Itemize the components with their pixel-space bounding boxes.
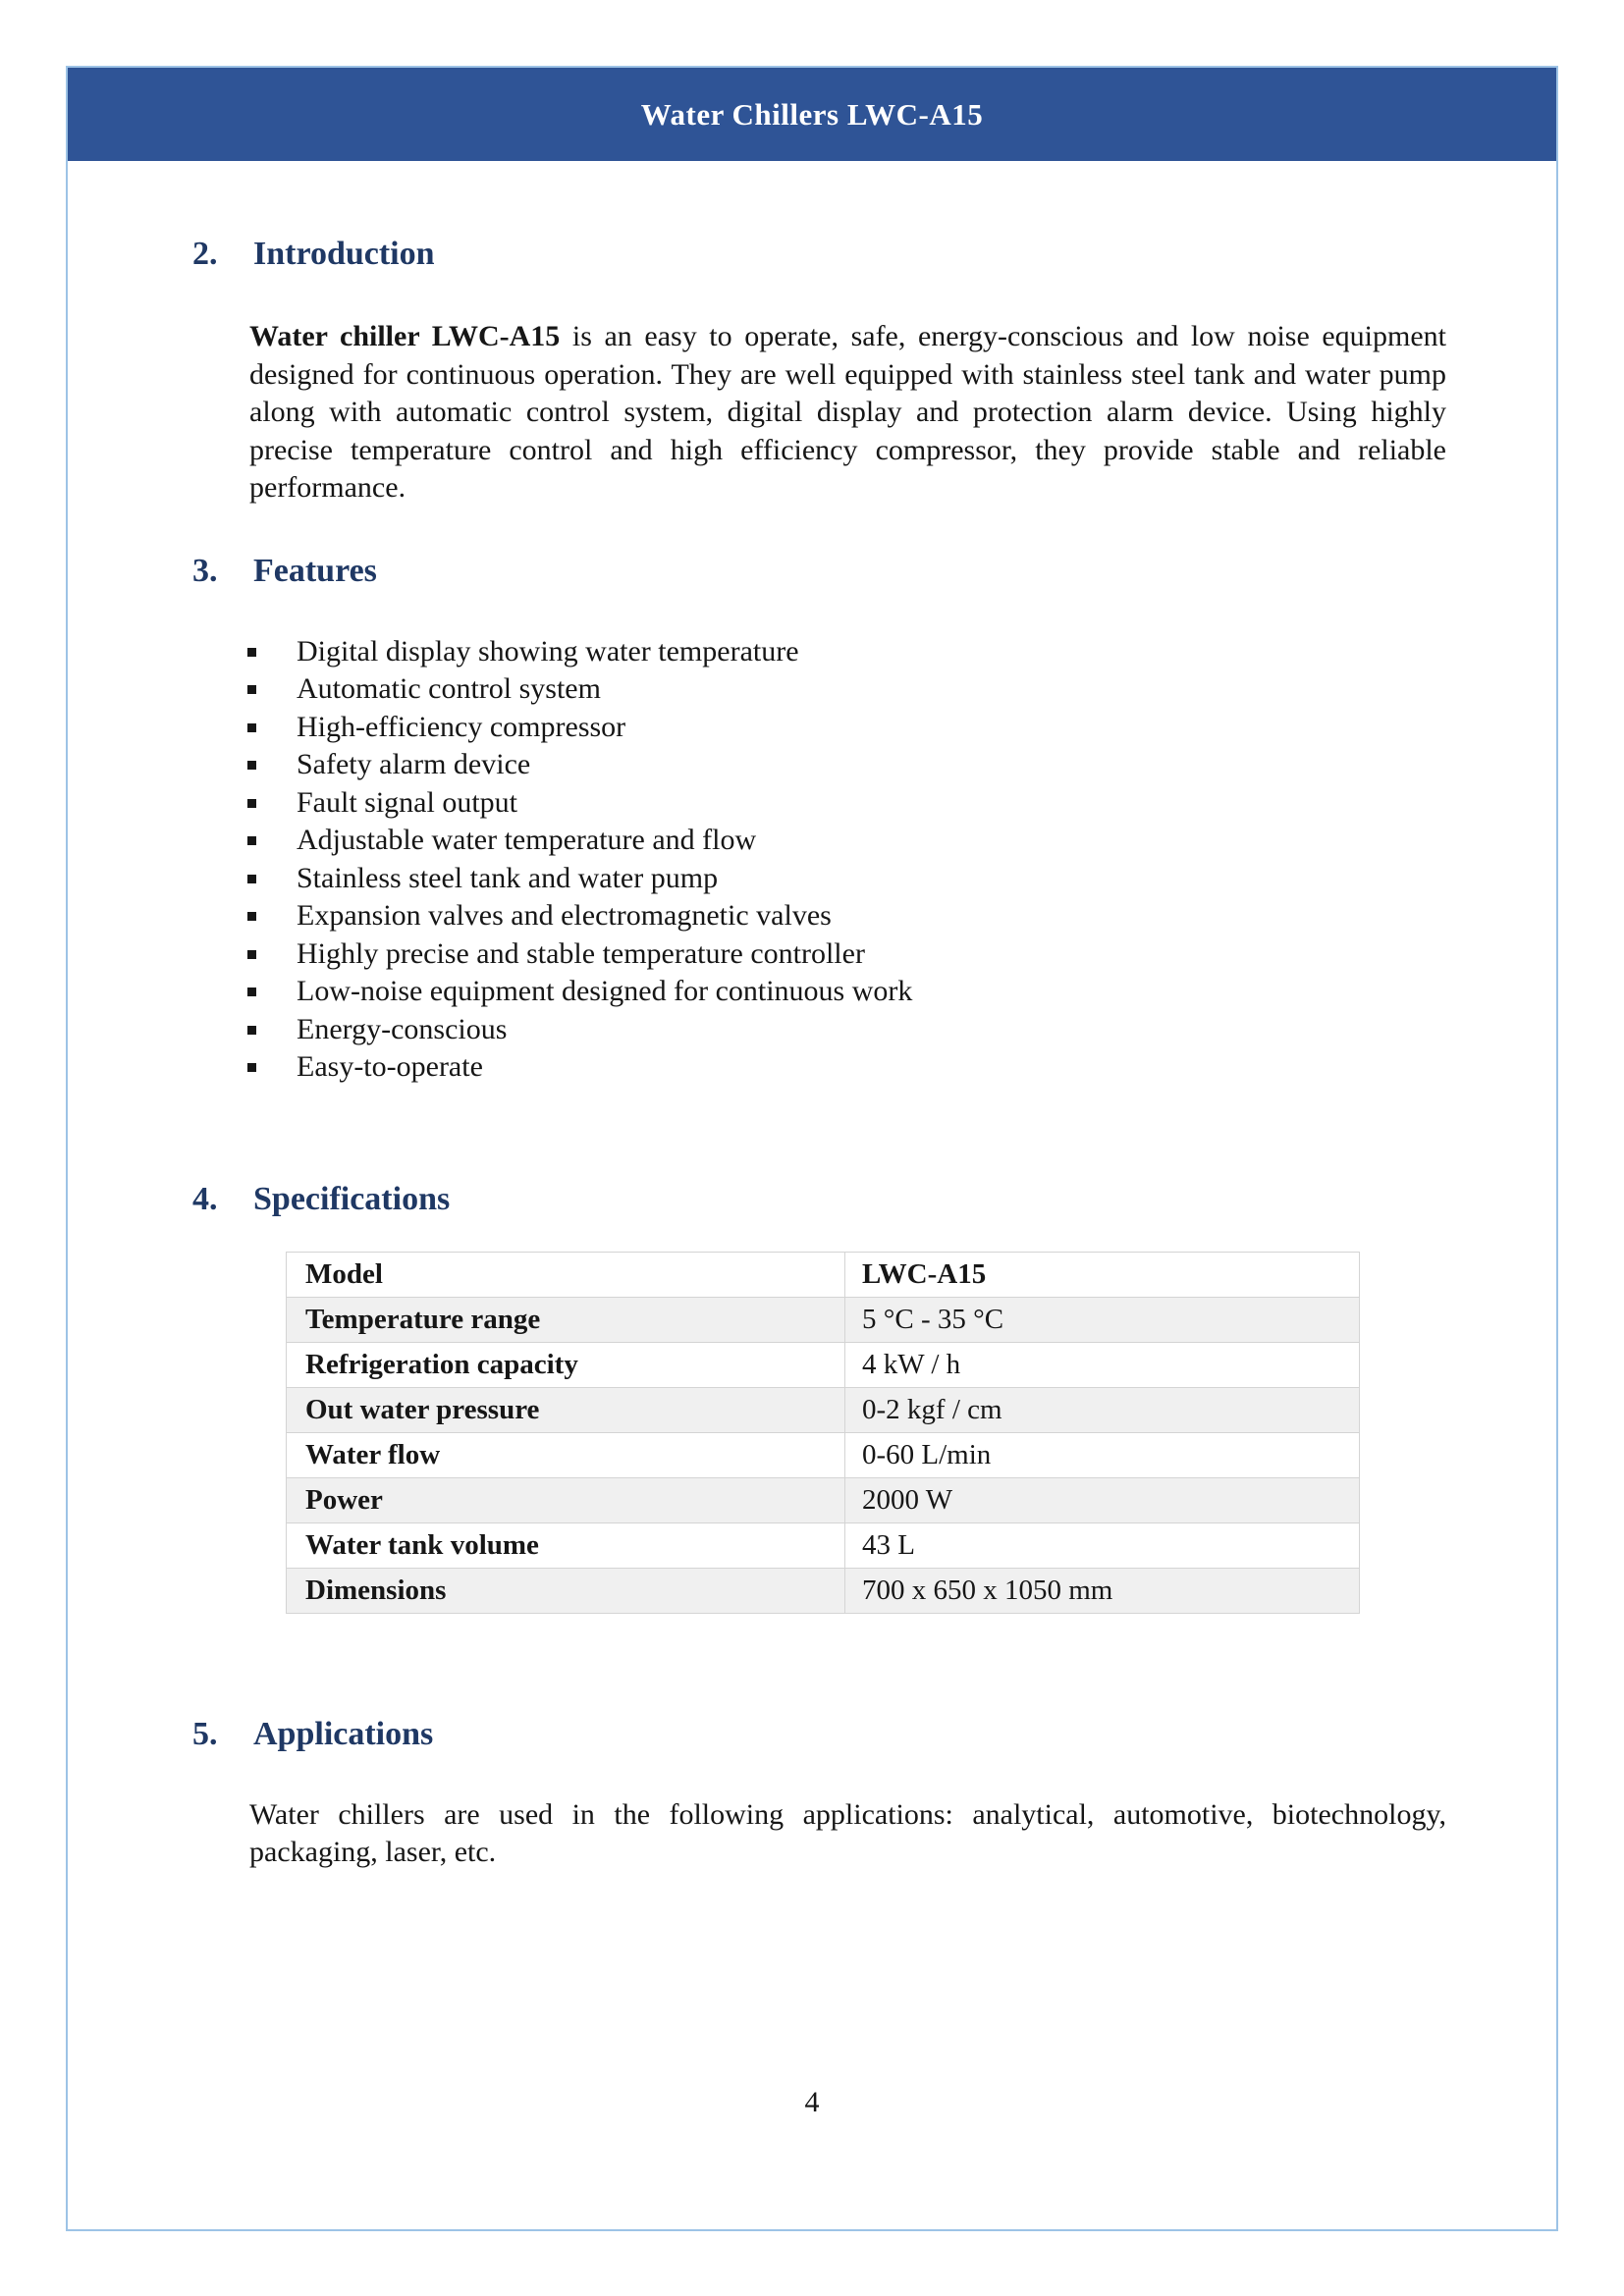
table-row	[287, 1568, 1359, 1613]
table-row	[287, 1432, 1359, 1477]
product-name-lead: Water chiller LWC-A15	[249, 320, 561, 352]
specifications-table	[286, 1252, 1360, 1614]
feature-text: Low-noise equipment designed for continuous work	[297, 975, 913, 1007]
bullet-square-icon	[247, 836, 256, 845]
feature-text: Fault signal output	[297, 785, 517, 819]
feature-text: Digital display showing water temperature	[297, 634, 799, 667]
spec-label: Model	[287, 1253, 845, 1297]
section-number: 4.	[192, 1180, 218, 1217]
spec-value: LWC-A15	[862, 1257, 987, 1290]
document-title: Water Chillers LWC-A15	[640, 96, 984, 132]
page-border-frame	[66, 66, 1558, 2231]
feature-text: Automatic control system	[297, 672, 601, 705]
introduction-text: is an easy to operate, safe, energy-conscious and low noise equipment designed for continuous operation. They are well equipped with stainless steel tank and water pump along with automatic control system, digital display and protection alarm device. Using highly precise temperature control and high efficiency compressor, they provide stable and reliable performance.	[249, 320, 1446, 504]
feature-text: Expansion valves and electromagnetic valves	[297, 899, 832, 932]
feature-list	[247, 633, 1556, 1087]
section-heading-features	[192, 549, 1556, 594]
feature-text: Energy-conscious	[297, 1012, 508, 1045]
spec-label: Power	[287, 1478, 845, 1522]
list-item	[247, 935, 1556, 974]
bullet-square-icon	[247, 875, 256, 883]
table-row	[287, 1522, 1359, 1568]
section-title: Specifications	[253, 1180, 451, 1217]
spec-label: Water tank volume	[287, 1523, 845, 1568]
title-banner	[68, 68, 1556, 161]
feature-text: Highly precise and stable temperature controller	[297, 936, 865, 970]
bullet-square-icon	[247, 950, 256, 959]
feature-text: Adjustable water temperature and flow	[297, 824, 757, 856]
list-item	[247, 709, 1556, 747]
section-number: 5.	[192, 1715, 218, 1752]
introduction-paragraph	[249, 318, 1446, 507]
bullet-square-icon	[247, 761, 256, 770]
spec-value: 5 °C - 35 °C	[862, 1303, 1004, 1335]
list-item	[247, 897, 1556, 935]
spec-value: 0-60 L/min	[862, 1438, 992, 1470]
list-item	[247, 1048, 1556, 1087]
bullet-square-icon	[247, 648, 256, 657]
table-row	[287, 1387, 1359, 1432]
list-item	[247, 670, 1556, 709]
spec-value: 4 kW / h	[862, 1348, 961, 1380]
section-number: 3.	[192, 552, 218, 589]
applications-paragraph: Water chillers are used in the following applications: analytical, automotive, biotechnology, packaging, laser, etc.	[249, 1797, 1446, 1868]
spec-value: 700 x 650 x 1050 mm	[862, 1574, 1113, 1606]
list-item	[247, 860, 1556, 898]
table-row	[287, 1297, 1359, 1342]
list-item	[247, 822, 1556, 860]
list-item	[247, 633, 1556, 671]
section-heading-introduction	[192, 232, 1556, 277]
table-row	[287, 1477, 1359, 1522]
feature-text: High-efficiency compressor	[297, 710, 626, 743]
list-item	[247, 1011, 1556, 1049]
spec-label: Dimensions	[287, 1569, 845, 1613]
section-title: Applications	[253, 1715, 434, 1752]
spec-value: 2000 W	[862, 1483, 953, 1516]
list-item	[247, 746, 1556, 784]
spec-label: Water flow	[287, 1433, 845, 1477]
spec-label: Refrigeration capacity	[287, 1343, 845, 1387]
page-number: 4	[804, 2085, 820, 2118]
list-item	[247, 784, 1556, 823]
section-heading-specifications	[192, 1177, 1556, 1222]
spec-value: 0-2 kgf / cm	[862, 1393, 1002, 1425]
section-title: Features	[253, 552, 377, 589]
feature-text: Stainless steel tank and water pump	[297, 861, 719, 894]
spec-value: 43 L	[862, 1528, 915, 1561]
feature-text: Safety alarm device	[297, 748, 531, 780]
bullet-square-icon	[247, 912, 256, 921]
bullet-square-icon	[247, 988, 256, 996]
section-title: Introduction	[253, 236, 435, 272]
table-row	[287, 1253, 1359, 1297]
section-heading-applications	[192, 1712, 1556, 1757]
table-row	[287, 1342, 1359, 1387]
feature-text: Easy-to-operate	[297, 1050, 483, 1083]
bullet-square-icon	[247, 723, 256, 732]
bullet-square-icon	[247, 685, 256, 694]
bullet-square-icon	[247, 1063, 256, 1072]
bullet-square-icon	[247, 1026, 256, 1035]
bullet-square-icon	[247, 799, 256, 808]
spec-label: Temperature range	[287, 1298, 845, 1342]
list-item	[247, 973, 1556, 1011]
spec-label: Out water pressure	[287, 1388, 845, 1432]
section-number: 2.	[192, 236, 218, 272]
